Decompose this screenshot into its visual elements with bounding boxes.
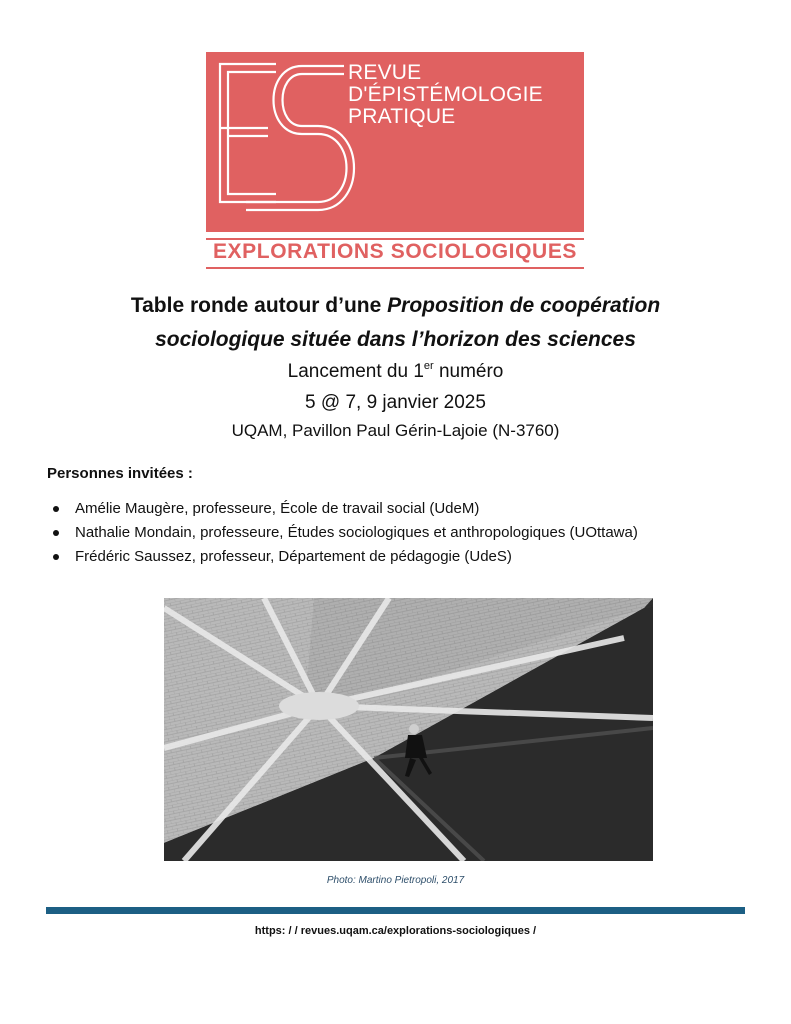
guest-list <box>47 497 638 569</box>
headline-text: Table ronde autour d’une <box>130 294 388 317</box>
launch-suffix: numéro <box>433 361 504 382</box>
guest-text: Frédéric Saussez, professeur, Département de pédagogie (UdeS) <box>75 548 512 565</box>
bullet-icon <box>53 530 59 536</box>
event-datetime: 5 @ 7, 9 janvier 2025 <box>305 392 486 413</box>
logo-title-line: PRATIQUE <box>348 105 456 128</box>
journal-logo <box>206 52 584 232</box>
guests-heading: Personnes invitées : <box>47 465 193 482</box>
journal-url-link[interactable]: https: / / revues.uqam.ca/explorations-sociologiques / <box>254 925 537 937</box>
event-location: UQAM, Pavillon Paul Gérin-Lajoie (N-3760) <box>231 421 560 440</box>
bullet-icon <box>53 506 59 512</box>
logo-title-line: D'ÉPISTÉMOLOGIE <box>348 83 543 106</box>
event-headline <box>30 289 761 357</box>
headline-title-part2: sociologique située dans l’horizon des sciences <box>155 328 636 351</box>
guest-text: Amélie Maugère, professeure, École de travail social (UdeM) <box>75 500 480 517</box>
headline-title-part1: Proposition de coopération <box>387 294 661 317</box>
launch-line <box>30 360 761 383</box>
guest-text: Nathalie Mondain, professeure, Études sociologiques et anthropologiques (UOttawa) <box>75 524 638 541</box>
logo-title-line: REVUE <box>348 61 422 84</box>
bullet-icon <box>53 554 59 560</box>
footer-bar <box>46 907 745 914</box>
guest-item <box>47 497 638 521</box>
logo-title <box>348 62 543 128</box>
plaza-photo-image <box>164 598 653 861</box>
guest-item <box>47 521 638 545</box>
logo-subtitle: EXPLORATIONS SOCIOLOGIQUES <box>212 240 578 263</box>
launch-prefix: Lancement du 1 <box>287 361 424 382</box>
launch-superscript: er <box>423 360 434 372</box>
guest-item <box>47 545 638 569</box>
photo-caption: Photo: Martino Pietropoli, 2017 <box>326 875 465 886</box>
event-photo <box>164 598 653 861</box>
logo-divider-bottom <box>206 267 584 269</box>
